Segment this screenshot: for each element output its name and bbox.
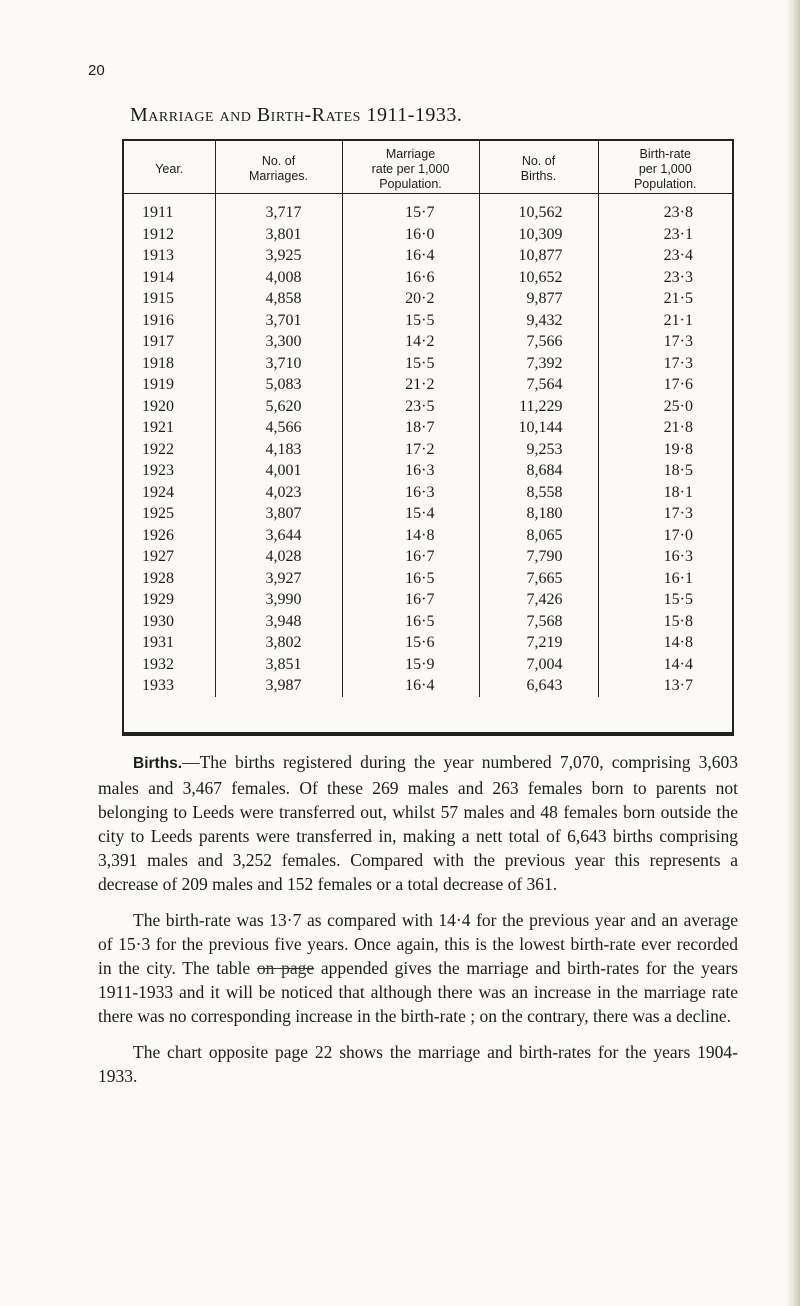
cell-marriage-rate: 16·7 [342,546,479,568]
cell-birth-rate: 16·3 [598,546,732,568]
cell-marriages: 4,001 [215,460,342,482]
cell-marriages: 3,300 [215,331,342,353]
table-row [124,675,732,697]
birth-rate-text-start: The birth-rate was 13·7 as compared with 14·4 for the previous year and an average of 15·3 for the previous five years. Once again, this is the lowest birth-rate ever recorded in the city. The table [98,910,738,978]
cell-marriage-rate: 18·7 [342,417,479,439]
cell-year: 1912 [142,225,174,243]
cell-birth-rate: 23·3 [598,267,732,289]
cell-marriages: 3,802 [215,632,342,654]
table-row [124,267,732,289]
table-row [124,503,732,525]
page-title: Marriage and Birth-Rates 1911-1933. [130,104,463,126]
cell-birth-rate: 23·8 [598,202,732,224]
cell-marriages: 4,028 [215,546,342,568]
cell-births: 8,684 [479,460,598,482]
cell-births: 8,558 [479,482,598,504]
table-row [124,417,732,439]
header-year: Year. [124,141,215,194]
cell-births: 10,309 [479,224,598,246]
cell-births: 7,392 [479,353,598,375]
cell-year: 1920 [142,397,174,415]
header-birth-rate: Birth-rate per 1,000 Population. [598,141,732,194]
cell-marriage-rate: 16·7 [342,589,479,611]
cell-birth-rate: 21·8 [598,417,732,439]
cell-birth-rate: 17·3 [598,353,732,375]
cell-marriage-rate: 15·5 [342,353,479,375]
births-paragraph [98,750,738,896]
cell-marriages: 3,948 [215,611,342,633]
table-row [124,310,732,332]
header-marriage-rate: Marriage rate per 1,000 Population. [342,141,479,194]
cell-marriages: 3,717 [215,202,342,224]
cell-marriage-rate: 14·2 [342,331,479,353]
cell-marriages: 4,023 [215,482,342,504]
cell-year: 1932 [142,655,174,673]
cell-marriages: 3,701 [215,310,342,332]
table-row [124,331,732,353]
cell-births: 7,665 [479,568,598,590]
table-row [124,460,732,482]
cell-marriage-rate: 15·4 [342,503,479,525]
cell-births: 7,426 [479,589,598,611]
table-row [124,568,732,590]
chart-reference-paragraph: The chart opposite page 22 shows the marriage and birth-rates for the years 1904-1933. [98,1042,738,1086]
cell-birth-rate: 23·4 [598,245,732,267]
cell-births: 10,144 [479,417,598,439]
table-row [124,245,732,267]
cell-marriage-rate: 14·8 [342,525,479,547]
cell-marriage-rate: 16·5 [342,568,479,590]
table-row [124,374,732,396]
page-edge-shadow [786,0,800,1306]
table-header-row [124,141,732,194]
cell-marriage-rate: 16·4 [342,675,479,697]
table-row [124,654,732,676]
births-heading: Births. [133,755,183,772]
cell-births: 10,562 [479,202,598,224]
cell-births: 9,877 [479,288,598,310]
cell-year: 1913 [142,247,174,264]
cell-births: 7,568 [479,611,598,633]
cell-marriage-rate: 20·2 [342,288,479,310]
cell-marriages: 3,801 [215,224,342,246]
cell-year: 1927 [142,548,174,565]
cell-year: 1921 [142,419,174,436]
cell-births: 7,566 [479,331,598,353]
cell-year: 1933 [142,677,174,694]
cell-marriages: 3,710 [215,353,342,375]
table-row [124,546,732,568]
cell-births: 9,432 [479,310,598,332]
cell-births: 8,180 [479,503,598,525]
cell-birth-rate: 13·7 [598,675,732,697]
cell-year: 1930 [142,612,174,630]
cell-births: 7,219 [479,632,598,654]
cell-marriage-rate: 16·6 [342,267,479,289]
cell-marriage-rate: 21·2 [342,374,479,396]
cell-birth-rate: 18·1 [598,482,732,504]
cell-birth-rate: 21·5 [598,288,732,310]
cell-births: 6,643 [479,675,598,697]
cell-marriage-rate: 15·6 [342,632,479,654]
table-row [124,482,732,504]
cell-year: 1929 [142,591,174,608]
birth-rate-paragraph [98,908,738,1028]
cell-marriage-rate: 16·3 [342,482,479,504]
cell-birth-rate: 17·3 [598,503,732,525]
table-row [124,202,732,224]
struck-out-text: on page [256,958,315,978]
cell-year: 1923 [142,462,174,479]
table-bottom-rule [122,734,734,736]
cell-marriage-rate: 16·4 [342,245,479,267]
cell-year: 1926 [142,526,174,544]
cell-marriage-rate: 16·0 [342,224,479,246]
cell-birth-rate: 17·3 [598,331,732,353]
cell-births: 8,065 [479,525,598,547]
cell-year: 1917 [142,333,174,350]
cell-year: 1928 [142,569,174,587]
rates-table [124,141,732,697]
cell-births: 11,229 [479,396,598,418]
cell-birth-rate: 25·0 [598,396,732,418]
cell-marriage-rate: 15·7 [342,202,479,224]
cell-marriages: 5,620 [215,396,342,418]
cell-year: 1924 [142,483,174,501]
cell-birth-rate: 17·0 [598,525,732,547]
cell-marriage-rate: 23·5 [342,396,479,418]
body-text [98,750,738,1100]
cell-marriage-rate: 16·5 [342,611,479,633]
cell-year: 1922 [142,440,174,458]
cell-birth-rate: 19·8 [598,439,732,461]
cell-marriages: 3,644 [215,525,342,547]
cell-birth-rate: 15·8 [598,611,732,633]
page-number: 20 [88,62,105,79]
table-row [124,353,732,375]
cell-year: 1925 [142,505,174,522]
cell-year: 1918 [142,354,174,372]
cell-marriages: 3,807 [215,503,342,525]
cell-birth-rate: 15·5 [598,589,732,611]
table-row [124,589,732,611]
cell-births: 10,652 [479,267,598,289]
cell-marriages: 4,183 [215,439,342,461]
table-row [124,611,732,633]
cell-marriages: 3,927 [215,568,342,590]
cell-marriage-rate: 15·5 [342,310,479,332]
cell-birth-rate: 23·1 [598,224,732,246]
cell-births: 10,877 [479,245,598,267]
table-row [124,525,732,547]
births-text: —The births registered during the year numbered 7,070, comprising 3,603 males and 3,467 females. Of these 269 males and 263 females born to parents not belonging to Leeds were transferred out, whilst 57 males and 48 females born outside the city to Leeds parents were transferred in, making a nett total of 6,643 births comprising 3,391 males and 3,252 females. Compared with the previous year this represents a decrease of 209 males and 152 females or a total decrease of 361. [98,752,738,894]
cell-marriages: 4,566 [215,417,342,439]
cell-births: 7,790 [479,546,598,568]
cell-birth-rate: 14·8 [598,632,732,654]
cell-year: 1919 [142,376,174,393]
table-row [124,632,732,654]
cell-marriage-rate: 16·3 [342,460,479,482]
header-births: No. of Births. [479,141,598,194]
cell-year: 1916 [142,311,174,329]
cell-marriages: 3,925 [215,245,342,267]
cell-birth-rate: 17·6 [598,374,732,396]
cell-marriages: 3,990 [215,589,342,611]
cell-marriage-rate: 17·2 [342,439,479,461]
cell-births: 9,253 [479,439,598,461]
table-row [124,288,732,310]
cell-year: 1931 [142,634,174,651]
cell-births: 7,564 [479,374,598,396]
cell-marriages: 3,987 [215,675,342,697]
cell-birth-rate: 14·4 [598,654,732,676]
cell-year: 1914 [142,268,174,286]
cell-marriages: 5,083 [215,374,342,396]
cell-birth-rate: 21·1 [598,310,732,332]
table-row [124,396,732,418]
cell-marriages: 4,858 [215,288,342,310]
table-row [124,439,732,461]
cell-marriages: 3,851 [215,654,342,676]
rates-table-frame [122,139,734,734]
cell-year: 1911 [142,204,174,221]
birth-rate-text-end: appended gives the marriage and birth-rates for the years 1911-1933 and it will be noticed that although there was an increase in the marriage rate there was no corresponding increase in the birth-rate ; on the contrary, there was a decline. [98,958,738,1026]
cell-year: 1915 [142,290,174,307]
cell-births: 7,004 [479,654,598,676]
header-marriages: No. of Marriages. [215,141,342,194]
cell-birth-rate: 16·1 [598,568,732,590]
cell-marriages: 4,008 [215,267,342,289]
cell-marriage-rate: 15·9 [342,654,479,676]
table-row [124,224,732,246]
cell-birth-rate: 18·5 [598,460,732,482]
